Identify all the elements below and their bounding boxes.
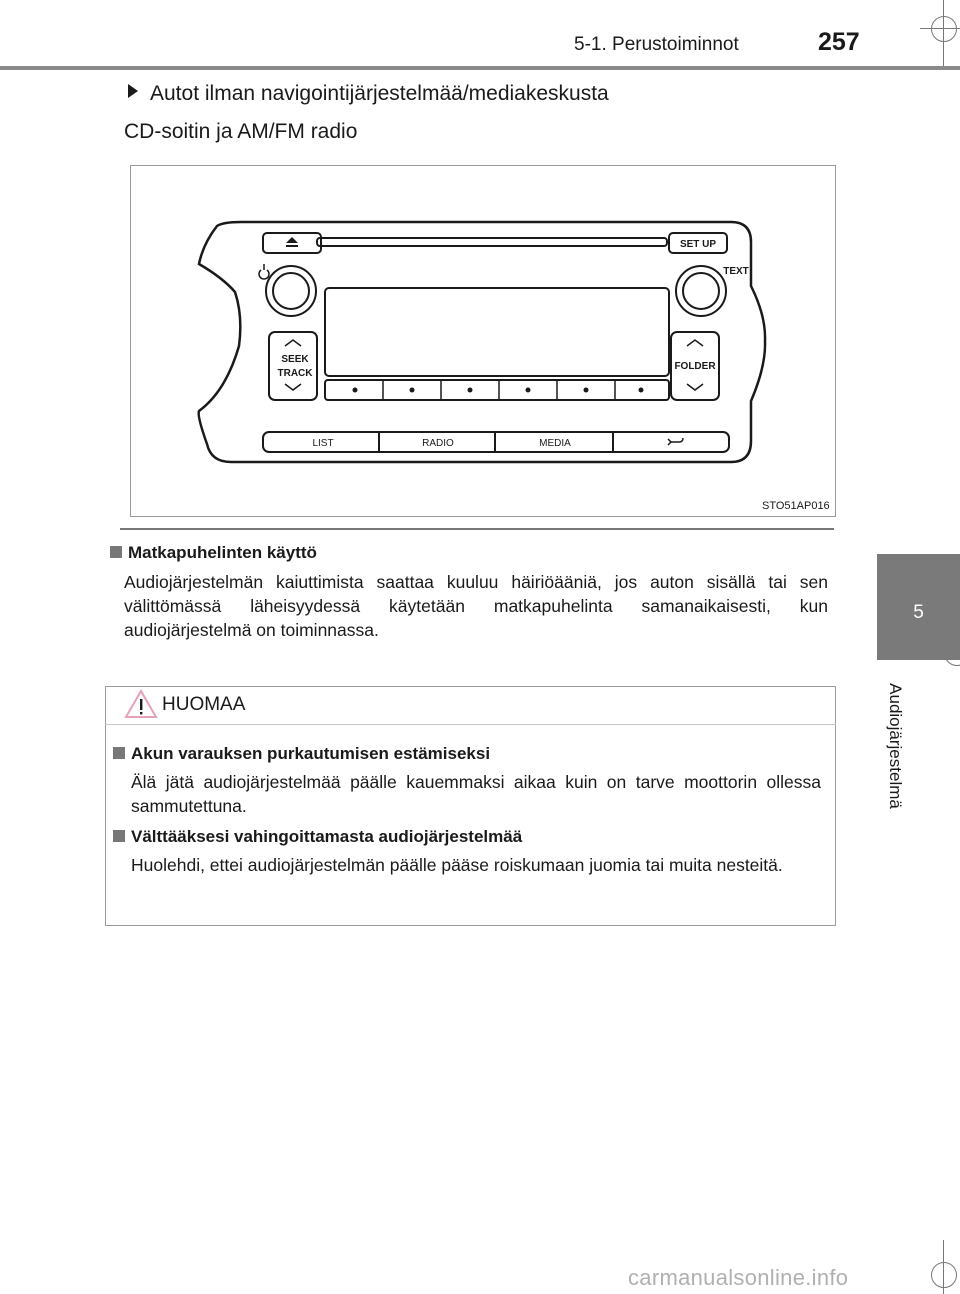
triangle-bullet-icon (128, 84, 138, 98)
figure-code: STO51AP016 (762, 500, 830, 512)
section-title-text: Matkapuhelinten käyttö (128, 543, 317, 562)
notice-item-heading-text: Välttääksesi vahingoittamasta audiojärjestelmää (131, 827, 523, 846)
crop-mark-circle (931, 16, 957, 42)
crop-mark-circle (931, 1262, 957, 1288)
square-bullet-icon (113, 747, 125, 759)
subheading-text: Autot ilman navigointijärjestelmää/mediakeskusta (150, 82, 609, 105)
notice-divider (105, 724, 836, 725)
notice-item-body: Huolehdi, ettei audiojärjestelmän päälle pääse roiskumaan juomia tai muita nesteitä. (131, 855, 783, 875)
seek-label: SEEK (281, 354, 309, 365)
watermark: carmanualsonline.info (628, 1265, 849, 1290)
section-body: Audiojärjestelmän kaiuttimista saattaa kuuluu häiriöääniä, jos auton sisällä tai sen välittömässä läheisyydessä käytetään matkapuhelinta samanaikaisesti, kun audiojärjestelmä on toiminnassa. (124, 572, 828, 640)
notice-title: HUOMAA (162, 694, 246, 715)
list-label: LIST (312, 438, 334, 449)
section-rule (120, 528, 834, 530)
notice-item-heading (113, 744, 490, 764)
crop-mark (943, 1240, 944, 1294)
notice-item-body: Älä jätä audiojärjestelmää päälle kauemmaksi aikaa kuin on tarve moottorin ollessa sammutettuna. (131, 772, 821, 816)
track-label: TRACK (277, 368, 313, 379)
figure-caption: CD-soitin ja AM/FM radio (124, 120, 358, 143)
square-bullet-icon (110, 546, 122, 558)
notice-item-heading-text: Akun varauksen purkautumisen estämiseksi (131, 744, 491, 763)
subheading (128, 82, 609, 106)
folder-label: FOLDER (674, 361, 716, 372)
radio-illustration (131, 166, 835, 516)
section-title: 5-1. Perustoiminnot (574, 34, 739, 55)
notice-item-heading (113, 827, 522, 847)
figure-frame (130, 165, 836, 517)
media-label: MEDIA (539, 438, 571, 449)
page-number: 257 (818, 28, 860, 56)
setup-label: SET UP (679, 239, 717, 250)
crop-mark (920, 28, 960, 29)
square-bullet-icon (113, 830, 125, 842)
text-label: TEXT (723, 266, 749, 277)
chapter-number: 5 (913, 602, 924, 623)
chapter-name: Audiojärjestelmä (886, 683, 905, 809)
header-rule (0, 66, 960, 70)
warning-icon (124, 688, 158, 720)
section-heading (110, 543, 317, 563)
radio-label: RADIO (422, 438, 454, 449)
